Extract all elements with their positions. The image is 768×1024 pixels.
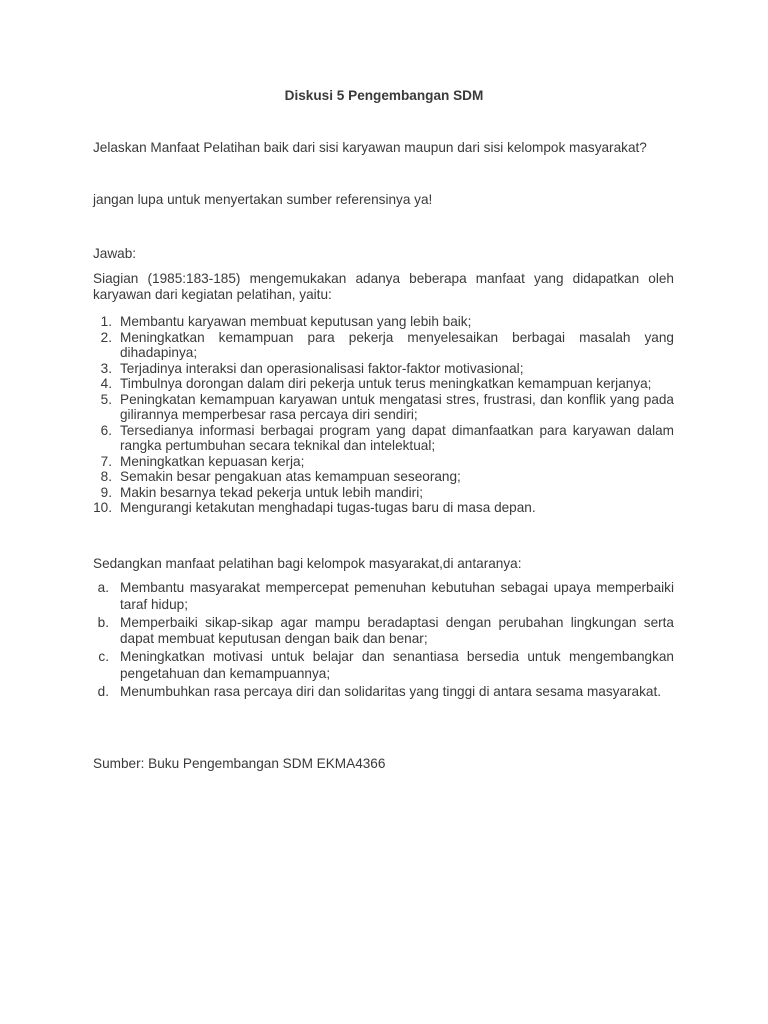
list-number: 2.	[100, 329, 112, 345]
list-number: 10.	[93, 500, 112, 515]
list-item	[93, 392, 674, 423]
discussion-question: Jelaskan Manfaat Pelatihan baik dari sisi karyawan maupun dari sisi kelompok masyarakat?	[93, 140, 647, 155]
reference-note: jangan lupa untuk menyertakan sumber referensinya ya!	[93, 192, 433, 207]
list-item-text: Membantu karyawan membuat keputusan yang lebih baik;	[120, 314, 472, 329]
employee-benefits-list	[93, 314, 674, 516]
list-item	[93, 330, 674, 361]
list-number: 9.	[100, 484, 112, 500]
list-letter: a.	[97, 580, 109, 595]
list-item	[93, 454, 674, 470]
list-item-text: Menumbuhkan rasa percaya diri dan solidaritas yang tinggi di antara sesama masyarakat.	[120, 683, 662, 699]
document-title: Diskusi 5 Pengembangan SDM	[284, 88, 484, 103]
list-item-text: Meningkatkan motivasi untuk belajar dan senantiasa bersedia untuk mengembangkan pengetahuan dan kemampuannya;	[120, 649, 674, 681]
source-citation: Sumber: Buku Pengembangan SDM EKMA4366	[93, 756, 386, 771]
list-number: 4.	[100, 376, 112, 391]
list-item	[93, 615, 674, 648]
list-item	[93, 423, 674, 454]
list-item-text: Memperbaiki sikap-sikap agar mampu beradaptasi dengan perubahan lingkungan serta dapat membuat keputusan dengan baik dan benar;	[120, 614, 674, 646]
list-item	[93, 684, 674, 701]
community-benefits-list	[93, 580, 674, 702]
list-number: 7.	[100, 453, 112, 469]
list-item-text: Tersedianya informasi berbagai program yang dapat dimanfaatkan para karyawan dalam rangka pertumbuhan secara teknikal dan intelektual;	[120, 422, 674, 453]
list-item-text: Meningkatkan kepuasan kerja;	[120, 453, 305, 469]
answer-intro: Siagian (1985:183-185) mengemukakan adanya beberapa manfaat yang didapatkan oleh karyawan dari kegiatan pelatihan, yaitu:	[93, 271, 674, 302]
list-number: 5.	[100, 391, 112, 407]
list-number: 1.	[100, 314, 112, 329]
list-item	[93, 500, 674, 516]
list-item-text: Terjadinya interaksi dan operasionalisasi faktor-faktor motivasional;	[120, 360, 524, 376]
list-item	[93, 314, 674, 330]
list-item	[93, 469, 674, 485]
list-number: 8.	[100, 469, 112, 484]
list-letter: b.	[97, 614, 109, 630]
list-item	[93, 649, 674, 682]
list-item-text: Peningkatan kemampuan karyawan untuk mengatasi stres, frustrasi, dan konflik yang pada gilirannya memperbesar rasa percaya diri sendiri;	[120, 391, 674, 422]
list-item-text: Makin besarnya tekad pekerja untuk lebih mandiri;	[120, 484, 424, 500]
list-item	[93, 376, 674, 392]
list-item-text: Semakin besar pengakuan atas kemampuan seseorang;	[120, 469, 461, 484]
answer-label: Jawab:	[93, 246, 137, 261]
list-letter: c.	[98, 649, 109, 664]
list-item	[93, 485, 674, 501]
list-item	[93, 580, 674, 613]
list-number: 6.	[100, 422, 112, 438]
list-item-text: Mengurangi ketakutan menghadapi tugas-tugas baru di masa depan.	[120, 500, 536, 515]
list-item	[93, 361, 674, 377]
community-intro: Sedangkan manfaat pelatihan bagi kelompok masyarakat,di antaranya:	[93, 556, 522, 571]
list-item-text: Timbulnya dorongan dalam diri pekerja untuk terus meningkatkan kemampuan kerjanya;	[120, 376, 652, 391]
list-item-text: Meningkatkan kemampuan para pekerja menyelesaikan berbagai masalah yang dihadapinya;	[120, 329, 674, 360]
list-number: 3.	[100, 360, 112, 376]
list-letter: d.	[97, 683, 109, 699]
list-item-text: Membantu masyarakat mempercepat pemenuhan kebutuhan sebagai upaya memperbaiki taraf hidup;	[120, 580, 674, 612]
